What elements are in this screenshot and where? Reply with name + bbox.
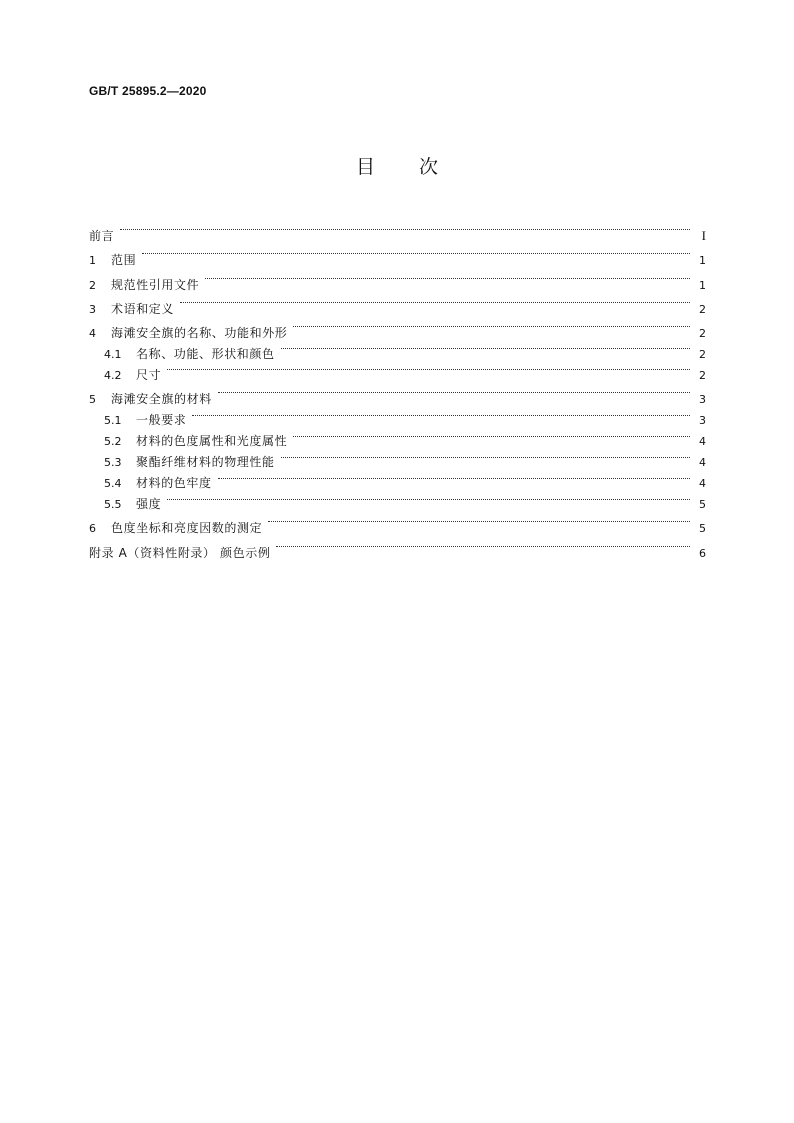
toc-entry-label: 色度坐标和亮度因数的测定 [111, 521, 263, 536]
toc-entry-label: 前言 [89, 229, 115, 244]
toc-entry-label: 材料的色牢度 [136, 476, 212, 491]
toc-dot-leader [276, 532, 690, 556]
toc-entry-number: 1 [89, 254, 96, 268]
toc-page-number: 2 [699, 347, 706, 361]
toc-entry-number: 5.1 [104, 414, 122, 428]
toc-entry-number: 5.3 [104, 456, 122, 470]
toc-entry-label: 一般要求 [136, 413, 187, 428]
toc-entry-label: 范围 [111, 253, 137, 268]
toc-entry-number: 4.1 [104, 347, 122, 361]
toc-page-number: 4 [699, 456, 706, 470]
toc-entry-number: 4.2 [104, 368, 122, 382]
toc-entry-number: 5.2 [104, 435, 122, 449]
toc-entry-number: 5.5 [104, 498, 122, 512]
toc-entry[interactable] [89, 264, 706, 292]
toc-entry-number: 2 [89, 278, 96, 292]
toc-page-number: 2 [699, 326, 706, 340]
toc-page-number: 3 [699, 393, 706, 407]
toc-entry-number: 5 [89, 393, 96, 407]
toc-dot-leader [281, 337, 690, 358]
toc-entry[interactable] [89, 508, 706, 536]
toc-page-number: I [701, 228, 706, 244]
toc-page-number: 5 [699, 522, 706, 536]
toc-entry-label: 海滩安全旗的材料 [111, 392, 212, 407]
toc-entry-label: 附录 A（资料性附录） 颜色示例 [89, 545, 271, 560]
toc-dot-leader [281, 445, 690, 466]
toc-page-number: 1 [699, 254, 706, 268]
toc-entry[interactable] [89, 289, 706, 316]
toc-dot-leader [218, 466, 690, 487]
toc-page-number: 4 [699, 477, 706, 491]
toc-entry-label: 尺寸 [136, 367, 162, 382]
toc-dot-leader [120, 216, 690, 240]
toc-dot-leader [205, 264, 690, 288]
toc-entry[interactable] [89, 358, 706, 382]
toc-entry-label: 材料的色度属性和光度属性 [136, 434, 288, 449]
toc-entry[interactable] [89, 216, 706, 244]
toc-page-number: 2 [699, 368, 706, 382]
toc-dot-leader [180, 289, 690, 313]
toc-page-number: 4 [699, 435, 706, 449]
toc-entry[interactable] [89, 379, 706, 407]
toc-dot-leader [268, 508, 690, 532]
toc-entry-label: 聚酯纤维材料的物理性能 [136, 455, 275, 470]
toc-page-number: 6 [699, 546, 706, 560]
toc-entry[interactable] [89, 240, 706, 268]
toc-dot-leader [167, 487, 690, 508]
table-of-contents [89, 216, 706, 560]
toc-dot-leader [167, 358, 690, 379]
toc-dot-leader [142, 240, 690, 264]
toc-page-number: 1 [699, 278, 706, 292]
toc-entry-number: 4 [89, 326, 96, 340]
toc-entry-label: 名称、功能、形状和颜色 [136, 346, 275, 361]
toc-page-number: 5 [699, 498, 706, 512]
toc-entry-label: 术语和定义 [111, 301, 175, 316]
toc-entry-label: 强度 [136, 497, 162, 512]
toc-entry-number: 3 [89, 302, 96, 316]
toc-entry-label: 规范性引用文件 [111, 277, 200, 292]
toc-dot-leader [293, 424, 690, 445]
toc-dot-leader [218, 379, 690, 403]
toc-entry[interactable] [89, 487, 706, 512]
toc-dot-leader [192, 403, 690, 424]
toc-entry[interactable] [89, 313, 706, 340]
toc-page-number: 2 [699, 302, 706, 316]
toc-dot-leader [293, 313, 690, 337]
toc-entry-number: 5.4 [104, 477, 122, 491]
page-title: 目次 [355, 156, 482, 178]
document-code: GB/T 25895.2—2020 [89, 84, 207, 98]
toc-entry-label: 海滩安全旗的名称、功能和外形 [111, 325, 288, 340]
toc-page-number: 3 [699, 414, 706, 428]
toc-entry-number: 6 [89, 522, 96, 536]
